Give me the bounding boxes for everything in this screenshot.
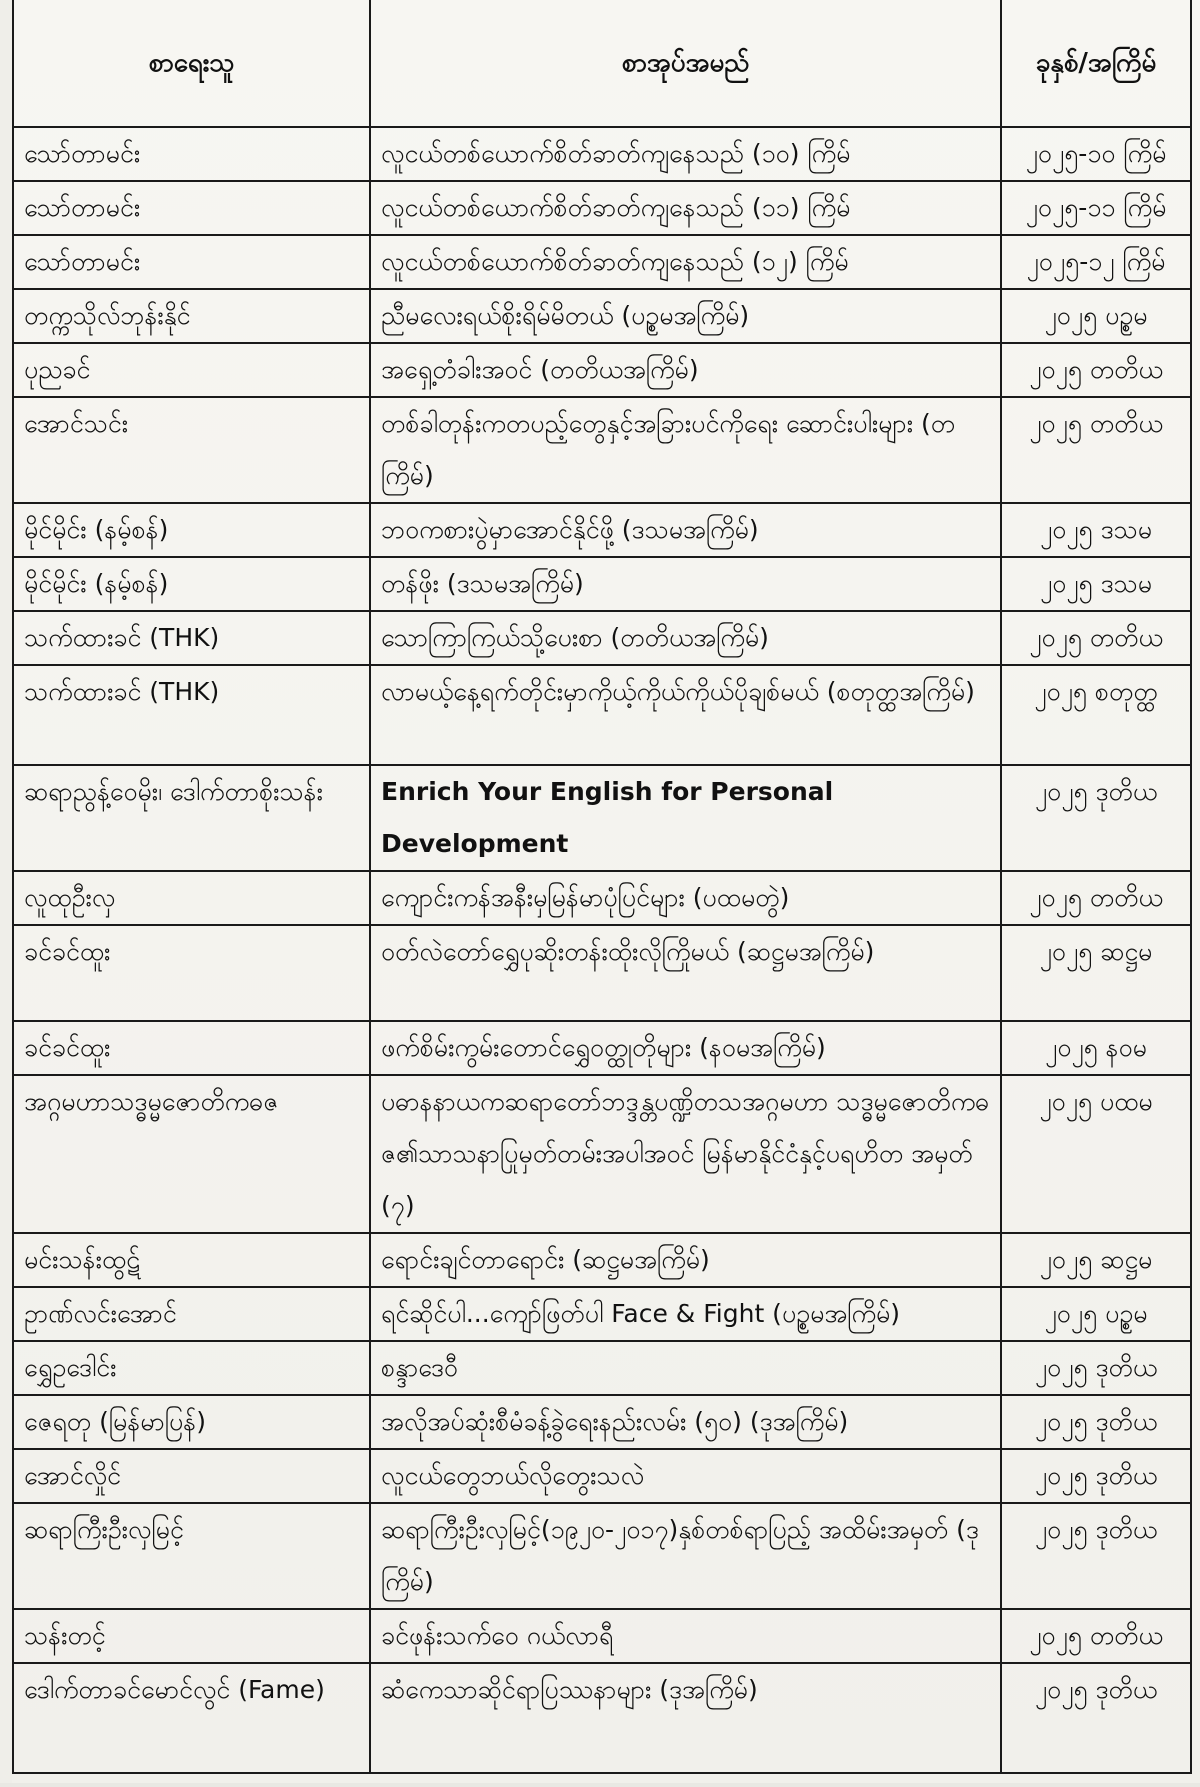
title-cell: ကျောင်းကန်အနီးမှမြန်မာပုံပြင်များ (ပထမတွဲ) — [370, 871, 1001, 925]
year-cell: ၂၀၂၅ ဒသမ — [1001, 503, 1191, 557]
title-cell: အလိုအပ်ဆုံးစီမံခန့်ခွဲရေးနည်းလမ်း (၅၀) (ဒုအကြိမ်) — [370, 1395, 1001, 1449]
year-cell: ၂၀၂၅ ဒသမ — [1001, 557, 1191, 611]
title-cell: ရောင်းချင်တာရောင်း (ဆဋ္ဌမအကြိမ်) — [370, 1233, 1001, 1287]
year-cell: ၂၀၂၅ ပထမ — [1001, 1075, 1191, 1233]
year-cell: ၂၀၂၅ တတိယ — [1001, 1609, 1191, 1663]
author-cell: အဂ္ဂမဟာသဒ္ဓမ္မဇောတိကဓဇ — [13, 1075, 370, 1233]
author-cell: သက်ထားခင် (THK) — [13, 665, 370, 765]
title-cell: စန္ဒာဒေဝီ — [370, 1341, 1001, 1395]
year-cell: ၂၀၂၅ ပဉ္စမ — [1001, 289, 1191, 343]
table-row — [13, 1075, 1191, 1233]
author-cell: မင်းသန်းထွဋ် — [13, 1233, 370, 1287]
table-row — [13, 397, 1191, 503]
author-cell: သက်ထားခင် (THK) — [13, 611, 370, 665]
year-cell: ၂၀၂၅ ဒုတိယ — [1001, 1395, 1191, 1449]
table-row — [13, 235, 1191, 289]
year-cell: ၂၀၂၅ ဒုတိယ — [1001, 1449, 1191, 1503]
author-cell: ဇေရတု (မြန်မာပြန်) — [13, 1395, 370, 1449]
title-cell: လူငယ်တွေဘယ်လိုတွေးသလဲ — [370, 1449, 1001, 1503]
table-row — [13, 1233, 1191, 1287]
title-cell: Enrich Your English for Personal Development — [370, 765, 1001, 871]
table-row — [13, 1503, 1191, 1609]
author-cell: သော်တာမင်း — [13, 181, 370, 235]
table-row — [13, 557, 1191, 611]
table-row — [13, 925, 1191, 1021]
title-cell: ဖက်စိမ်းကွမ်းတောင်ရွှေဝတ္ထုတိုများ (နဝမအကြိမ်) — [370, 1021, 1001, 1075]
book-list-table — [12, 0, 1192, 1774]
title-cell: ဆရာကြီးဦးလှမြင့်(၁၉၂၀-၂၀၁၇)နှစ်တစ်ရာပြည့် အထိမ်းအမှတ် (ဒုကြိမ်) — [370, 1503, 1001, 1609]
title-cell: ဝတ်လဲတော်ရွှေပုဆိုးတန်းထိုးလိုကြိုမယ် (ဆဋ္ဌမအကြိမ်) — [370, 925, 1001, 1021]
table-row — [13, 1609, 1191, 1663]
header-author: စာရေးသူ — [13, 0, 370, 127]
year-cell: ၂၀၂၅ ပဉ္စမ — [1001, 1287, 1191, 1341]
table-row — [13, 1449, 1191, 1503]
author-cell: ဆရာကြီးဦးလှမြင့် — [13, 1503, 370, 1609]
page-bottom-edge — [0, 1783, 1200, 1787]
title-cell: ခင်ဖုန်းသက်ဝေ ဂယ်လာရီ — [370, 1609, 1001, 1663]
table-row — [13, 1395, 1191, 1449]
table-body — [13, 127, 1191, 1773]
author-cell: ဥာဏ်လင်းအောင် — [13, 1287, 370, 1341]
title-cell: ညီမလေးရယ်စိုးရိမ်မိတယ် (ပဉ္စမအကြိမ်) — [370, 289, 1001, 343]
table-row — [13, 611, 1191, 665]
year-cell: ၂၀၂၅ ဒုတိယ — [1001, 1503, 1191, 1609]
year-cell: ၂၀၂၅ နဝမ — [1001, 1021, 1191, 1075]
table-row — [13, 289, 1191, 343]
title-cell: သောကြာကြယ်သို့ပေးစာ (တတိယအကြိမ်) — [370, 611, 1001, 665]
author-cell: မိုင်မိုင်း (နမ့်စန်) — [13, 557, 370, 611]
table-row — [13, 665, 1191, 765]
year-cell: ၂၀၂၅ တတိယ — [1001, 871, 1191, 925]
table-row — [13, 181, 1191, 235]
year-cell: ၂၀၂၅ ဒုတိယ — [1001, 1663, 1191, 1773]
author-cell: တက္ကသိုလ်ဘုန်းနိုင် — [13, 289, 370, 343]
page-left-margin — [0, 0, 12, 1787]
year-cell: ၂၀၂၅-၁၀ ကြိမ် — [1001, 127, 1191, 181]
author-cell: ပုညခင် — [13, 343, 370, 397]
year-cell: ၂၀၂၅ စတုတ္ထ — [1001, 665, 1191, 765]
table-row — [13, 503, 1191, 557]
year-cell: ၂၀၂၅ တတိယ — [1001, 611, 1191, 665]
title-cell: လူငယ်တစ်ယောက်စိတ်ခာတ်ကျနေသည် (၁၂) ကြိမ် — [370, 235, 1001, 289]
title-cell: လူငယ်တစ်ယောက်စိတ်ခာတ်ကျနေသည် (၁၀) ကြိမ် — [370, 127, 1001, 181]
year-cell: ၂၀၂၅ ဒုတိယ — [1001, 1341, 1191, 1395]
author-cell: ဒေါက်တာခင်မောင်လွင် (Fame) — [13, 1663, 370, 1773]
year-cell: ၂၀၂၅ ဆဋ္ဌမ — [1001, 1233, 1191, 1287]
header-year: ခုနှစ်/အကြိမ် — [1001, 0, 1191, 127]
author-cell: ဆရာညွန့်ဝေမိုး၊ ဒေါက်တာစိုးသန်း — [13, 765, 370, 871]
title-cell: လာမယ့်နေ့ရက်တိုင်းမှာကိုယ့်ကိုယ်ကိုယ်ပိုချစ်မယ် (စတုတ္ထအကြိမ်) — [370, 665, 1001, 765]
author-cell: သန်းတင့် — [13, 1609, 370, 1663]
author-cell: သော်တာမင်း — [13, 127, 370, 181]
title-cell: လူငယ်တစ်ယောက်စိတ်ခာတ်ကျနေသည် (၁၁) ကြိမ် — [370, 181, 1001, 235]
year-cell: ၂၀၂၅ ဆဋ္ဌမ — [1001, 925, 1191, 1021]
year-cell: ၂၀၂၅-၁၂ ကြိမ် — [1001, 235, 1191, 289]
author-cell: လူထုဦးလှ — [13, 871, 370, 925]
title-cell: ဆံကေသာဆိုင်ရာပြဿနာများ (ဒုအကြိမ်) — [370, 1663, 1001, 1773]
year-cell: ၂၀၂၅-၁၁ ကြိမ် — [1001, 181, 1191, 235]
title-cell: တစ်ခါတုန်းကတပည့်တွေနှင့်အခြားပင်ကိုရေး ဆောင်းပါးများ (တကြိမ်) — [370, 397, 1001, 503]
title-cell: အရှေ့တံခါးအဝင် (တတိယအကြိမ်) — [370, 343, 1001, 397]
author-cell: ခင်ခင်ထူး — [13, 1021, 370, 1075]
table-row — [13, 127, 1191, 181]
author-cell: ခင်ခင်ထူး — [13, 925, 370, 1021]
author-cell: ရွှေဥဒေါင်း — [13, 1341, 370, 1395]
year-cell: ၂၀၂၅ တတိယ — [1001, 397, 1191, 503]
title-cell: ပဓာနနာယကဆရာတော်ဘဒ္ဒန္တပဏ္ဍိတသအဂ္ဂမဟာ သဒ္ဓမ္မဇောတိကဓဇ၏သာသနာပြုမှတ်တမ်းအပါအဝင် မြန်မာနိုင်ငံနှင့်ပရဟိတ အမှတ် (၇) — [370, 1075, 1001, 1233]
author-cell: မိုင်မိုင်း (နမ့်စန်) — [13, 503, 370, 557]
table-row — [13, 1021, 1191, 1075]
author-cell: သော်တာမင်း — [13, 235, 370, 289]
table-row — [13, 343, 1191, 397]
table-row — [13, 1287, 1191, 1341]
table-header-row — [13, 0, 1191, 127]
title-cell: တန်ဖိုး (ဒသမအကြိမ်) — [370, 557, 1001, 611]
table-row — [13, 765, 1191, 871]
year-cell: ၂၀၂၅ ဒုတိယ — [1001, 765, 1191, 871]
title-cell: ဘဝကစားပွဲမှာအောင်နိုင်ဖို့ (ဒသမအကြိမ်) — [370, 503, 1001, 557]
author-cell: အောင်သင်း — [13, 397, 370, 503]
author-cell: အောင်လှိုင် — [13, 1449, 370, 1503]
title-cell: ရင်ဆိုင်ပါ...ကျော်ဖြတ်ပါ Face & Fight (ပဉ္စမအကြိမ်) — [370, 1287, 1001, 1341]
year-cell: ၂၀၂၅ တတိယ — [1001, 343, 1191, 397]
header-title: စာအုပ်အမည် — [370, 0, 1001, 127]
table-row — [13, 1663, 1191, 1773]
table-row — [13, 871, 1191, 925]
table-row — [13, 1341, 1191, 1395]
